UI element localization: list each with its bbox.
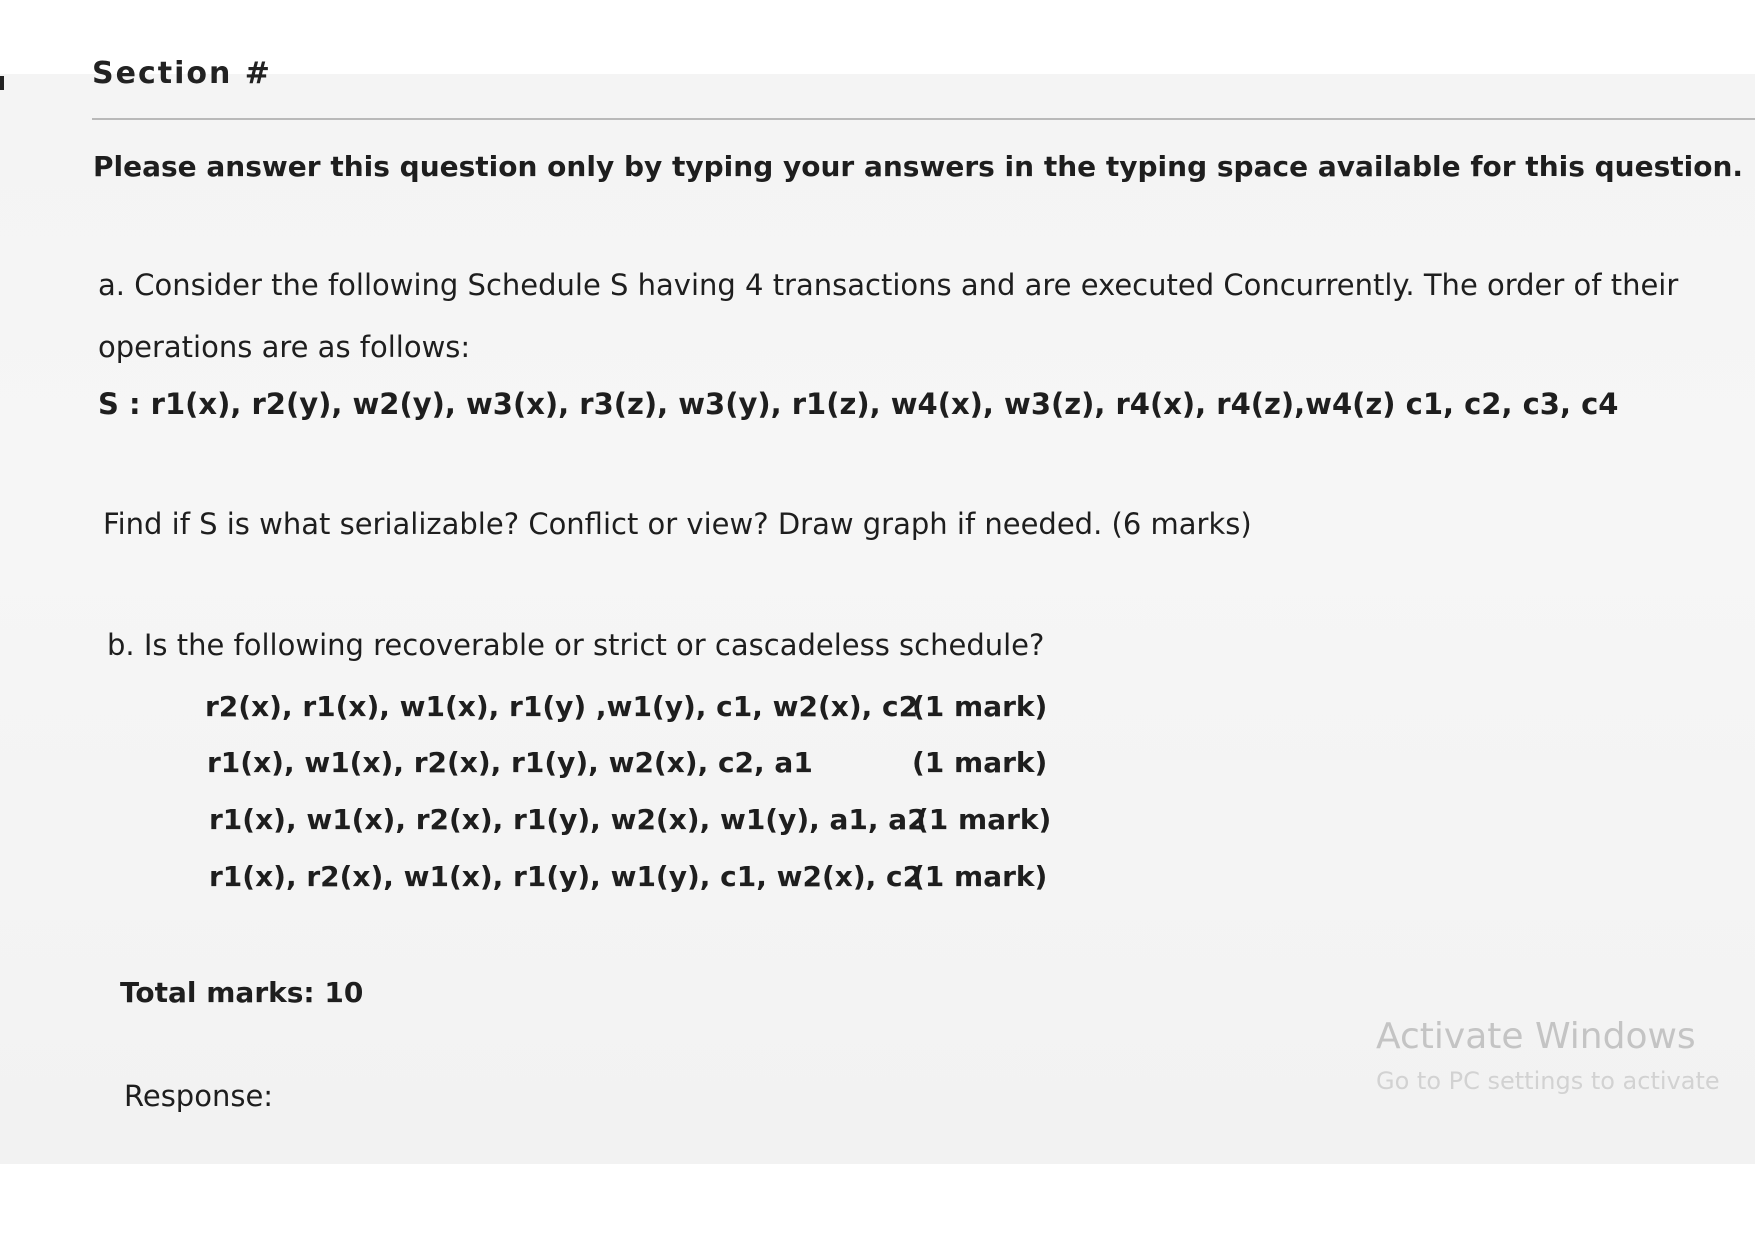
left-edge-mark: [0, 76, 4, 90]
schedule-item-1: r2(x), r1(x), w1(x), r1(y) ,w1(y), c1, w2(x), c2: [205, 690, 919, 723]
question-a-line1: a. Consider the following Schedule S having 4 transactions and are executed Concurrently. The order of their: [98, 268, 1679, 302]
question-a-task: Find if S is what serializable? Conflict or view? Draw graph if needed. (6 marks): [103, 507, 1252, 541]
schedule-item-3-marks: (1 mark): [916, 803, 1052, 836]
schedule-item-1-marks: (1 mark): [912, 690, 1048, 723]
section-heading: Section #: [92, 56, 272, 91]
instruction-text: Please answer this question only by typing your answers in the typing space available for this question.: [93, 150, 1744, 183]
schedule-s: S : r1(x), r2(y), w2(y), w3(x), r3(z), w3(y), r1(z), w4(x), w3(z), r4(x), r4(z),w4(z) c1, c2, c3, c4: [98, 387, 1619, 421]
divider: [92, 118, 1755, 120]
activate-windows-subtitle: Go to PC settings to activate: [1376, 1067, 1720, 1095]
activate-windows-watermark: Activate Windows: [1376, 1016, 1696, 1057]
question-a-line2: operations are as follows:: [98, 330, 471, 364]
response-label: Response:: [124, 1079, 274, 1113]
question-sheet: [0, 56, 1755, 1164]
schedule-item-3: r1(x), w1(x), r2(x), r1(y), w2(x), w1(y), a1, a2: [209, 803, 927, 836]
schedule-item-4-marks: (1 mark): [912, 860, 1048, 893]
schedule-item-2: r1(x), w1(x), r2(x), r1(y), w2(x), c2, a1: [207, 746, 813, 779]
schedule-item-4: r1(x), r2(x), w1(x), r1(y), w1(y), c1, w2(x), c2: [209, 860, 923, 893]
question-b-prompt: b. Is the following recoverable or strict or cascadeless schedule?: [107, 628, 1045, 662]
schedule-item-2-marks: (1 mark): [912, 746, 1048, 779]
total-marks: Total marks: 10: [120, 976, 364, 1009]
